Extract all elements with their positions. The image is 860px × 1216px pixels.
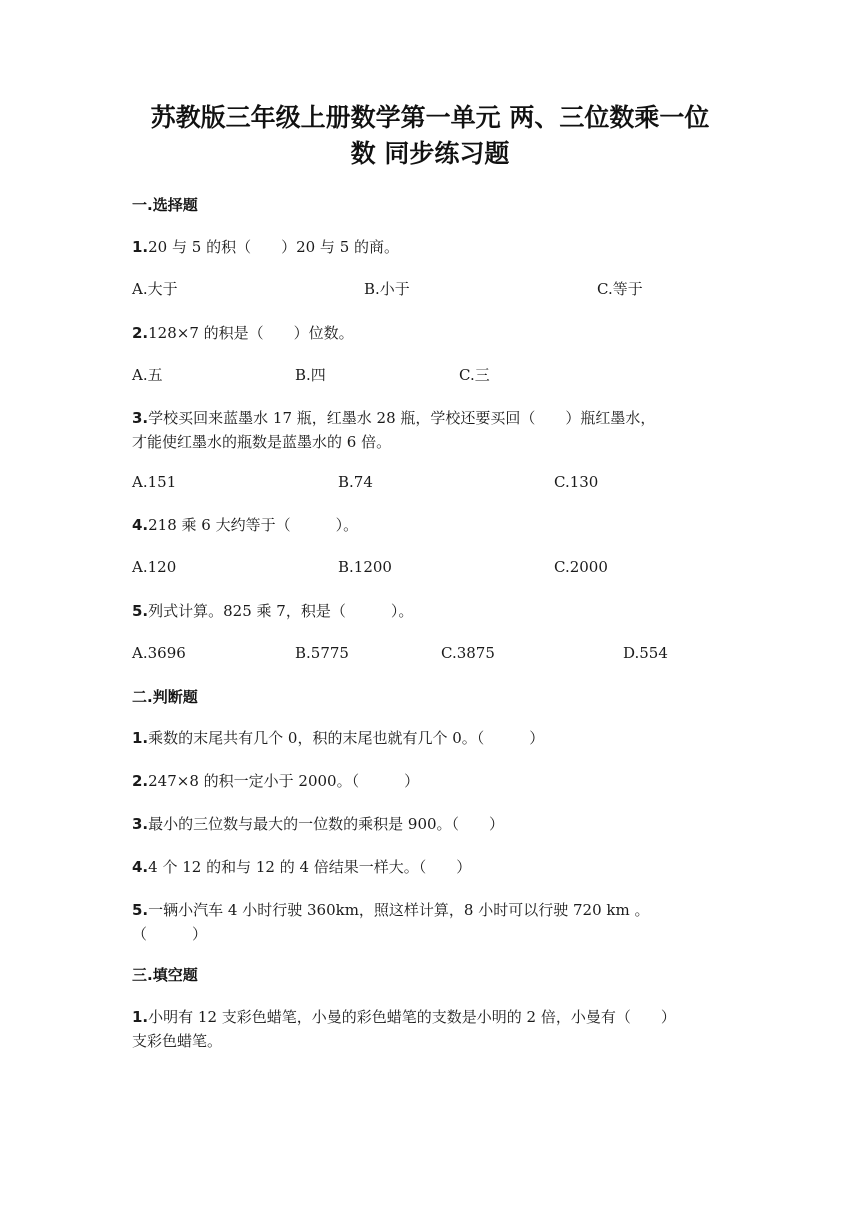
choice-3-option-c[interactable]: C.130 <box>554 473 599 491</box>
question-text: 一辆小汽车 4 小时行驶 360km，照这样计算，8 小时可以行驶 720 km 。 （ ） <box>132 901 650 943</box>
choice-5-option-b[interactable]: B.5775 <box>295 644 349 662</box>
choice-question-1 <box>132 235 752 259</box>
choice-5-option-a[interactable]: A.3696 <box>132 644 186 662</box>
title-line-2: 数 同步练习题 <box>350 139 510 168</box>
choice-question-4 <box>132 513 752 537</box>
question-text: 4 个 12 的和与 12 的 4 倍结果一样大。（ ） <box>148 858 472 876</box>
question-number: 1. <box>132 729 149 747</box>
choice-1-option-a[interactable]: A.大于 <box>132 280 178 298</box>
judge-question-1 <box>132 726 752 750</box>
question-text: 最小的三位数与最大的一位数的乘积是 900。（ ） <box>148 815 505 833</box>
choice-question-2 <box>132 321 752 345</box>
question-text: 218 乘 6 大约等于（ ）。 <box>148 516 359 534</box>
judge-question-3 <box>132 812 752 836</box>
judge-question-2 <box>132 769 752 793</box>
question-number: 1. <box>132 238 149 256</box>
choice-5-option-d[interactable]: D.554 <box>623 644 668 662</box>
question-number: 2. <box>132 772 149 790</box>
question-number: 2. <box>132 324 149 342</box>
question-number: 1. <box>132 1008 149 1026</box>
choice-3-option-b[interactable]: B.74 <box>338 473 373 491</box>
choice-4-option-b[interactable]: B.1200 <box>338 558 392 576</box>
choice-question-3 <box>132 406 752 454</box>
choice-4-option-c[interactable]: C.2000 <box>554 558 608 576</box>
choice-1-option-c[interactable]: C.等于 <box>597 280 643 298</box>
page-title <box>120 100 740 172</box>
title-line-1: 苏教版三年级上册数学第一单元 两、三位数乘一位 <box>150 103 710 132</box>
judge-question-5 <box>132 898 752 946</box>
section-heading-judge: 二.判断题 <box>132 688 198 706</box>
question-text: 乘数的末尾共有几个 0，积的末尾也就有几个 0。（ ） <box>148 729 545 747</box>
judge-question-4 <box>132 855 752 879</box>
question-text: 128×7 的积是（ ）位数。 <box>148 324 354 342</box>
question-text: 列式计算。825 乘 7，积是（ ）。 <box>148 602 414 620</box>
choice-1-option-b[interactable]: B.小于 <box>364 280 410 298</box>
question-text: 247×8 的积一定小于 2000。（ ） <box>148 772 420 790</box>
question-number: 4. <box>132 858 149 876</box>
choice-4-option-a[interactable]: A.120 <box>132 558 177 576</box>
question-number: 3. <box>132 815 149 833</box>
choice-2-option-c[interactable]: C.三 <box>459 366 490 384</box>
question-text: 小明有 12 支彩色蜡笔，小曼的彩色蜡笔的支数是小明的 2 倍，小曼有（ ） 支彩色蜡笔。 <box>132 1008 676 1050</box>
fill-question-1 <box>132 1005 752 1053</box>
section-heading-fill: 三.填空题 <box>132 966 198 984</box>
choice-2-option-b[interactable]: B.四 <box>295 366 326 384</box>
question-text: 20 与 5 的积（ ）20 与 5 的商。 <box>148 238 400 256</box>
section-heading-choice: 一.选择题 <box>132 196 198 214</box>
choice-question-5 <box>132 599 752 623</box>
question-number: 3. <box>132 409 149 427</box>
question-text: 学校买回来蓝墨水 17 瓶，红墨水 28 瓶，学校还要买回（ ）瓶红墨水， 才能使红墨水的瓶数是蓝墨水的 6 倍。 <box>132 409 656 451</box>
question-number: 5. <box>132 602 149 620</box>
choice-5-option-c[interactable]: C.3875 <box>441 644 495 662</box>
question-number: 5. <box>132 901 149 919</box>
choice-2-option-a[interactable]: A.五 <box>132 366 163 384</box>
question-number: 4. <box>132 516 149 534</box>
choice-3-option-a[interactable]: A.151 <box>132 473 177 491</box>
